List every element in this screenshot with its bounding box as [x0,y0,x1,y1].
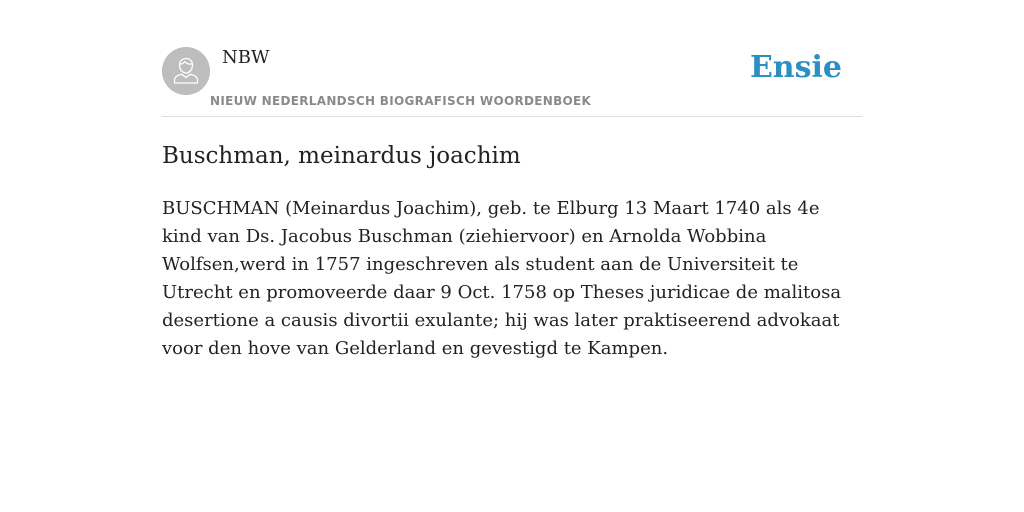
page-header [162,0,862,117]
avatar[interactable] [162,47,210,95]
article-title: Buschman, meinardus joachim [162,143,521,169]
article-body: BUSCHMAN (Meinardus Joachim), geb. te Elburg 13 Maart 1740 als 4e kind van Ds. Jacobus Buschman (ziehiervoor) en Arnolda Wobbina Wolfsen,werd in 1757 ingeschreven als student aan de Universiteit te Utrecht en promoveerde daar 9 Oct. 1758 op Theses juridicae de malitosa desertione a causis divortii exulante; hij was later praktiseerend advokaat voor den hove van Gelderland en gevestigd te Kampen. [162,198,842,359]
user-silhouette-icon [162,47,210,95]
source-title: NIEUW NEDERLANDSCH BIOGRAFISCH WOORDENBOEK [210,94,592,108]
author-name[interactable]: NBW [222,47,270,68]
ensie-logo[interactable]: Ensie [749,50,842,85]
page-container [162,0,862,363]
